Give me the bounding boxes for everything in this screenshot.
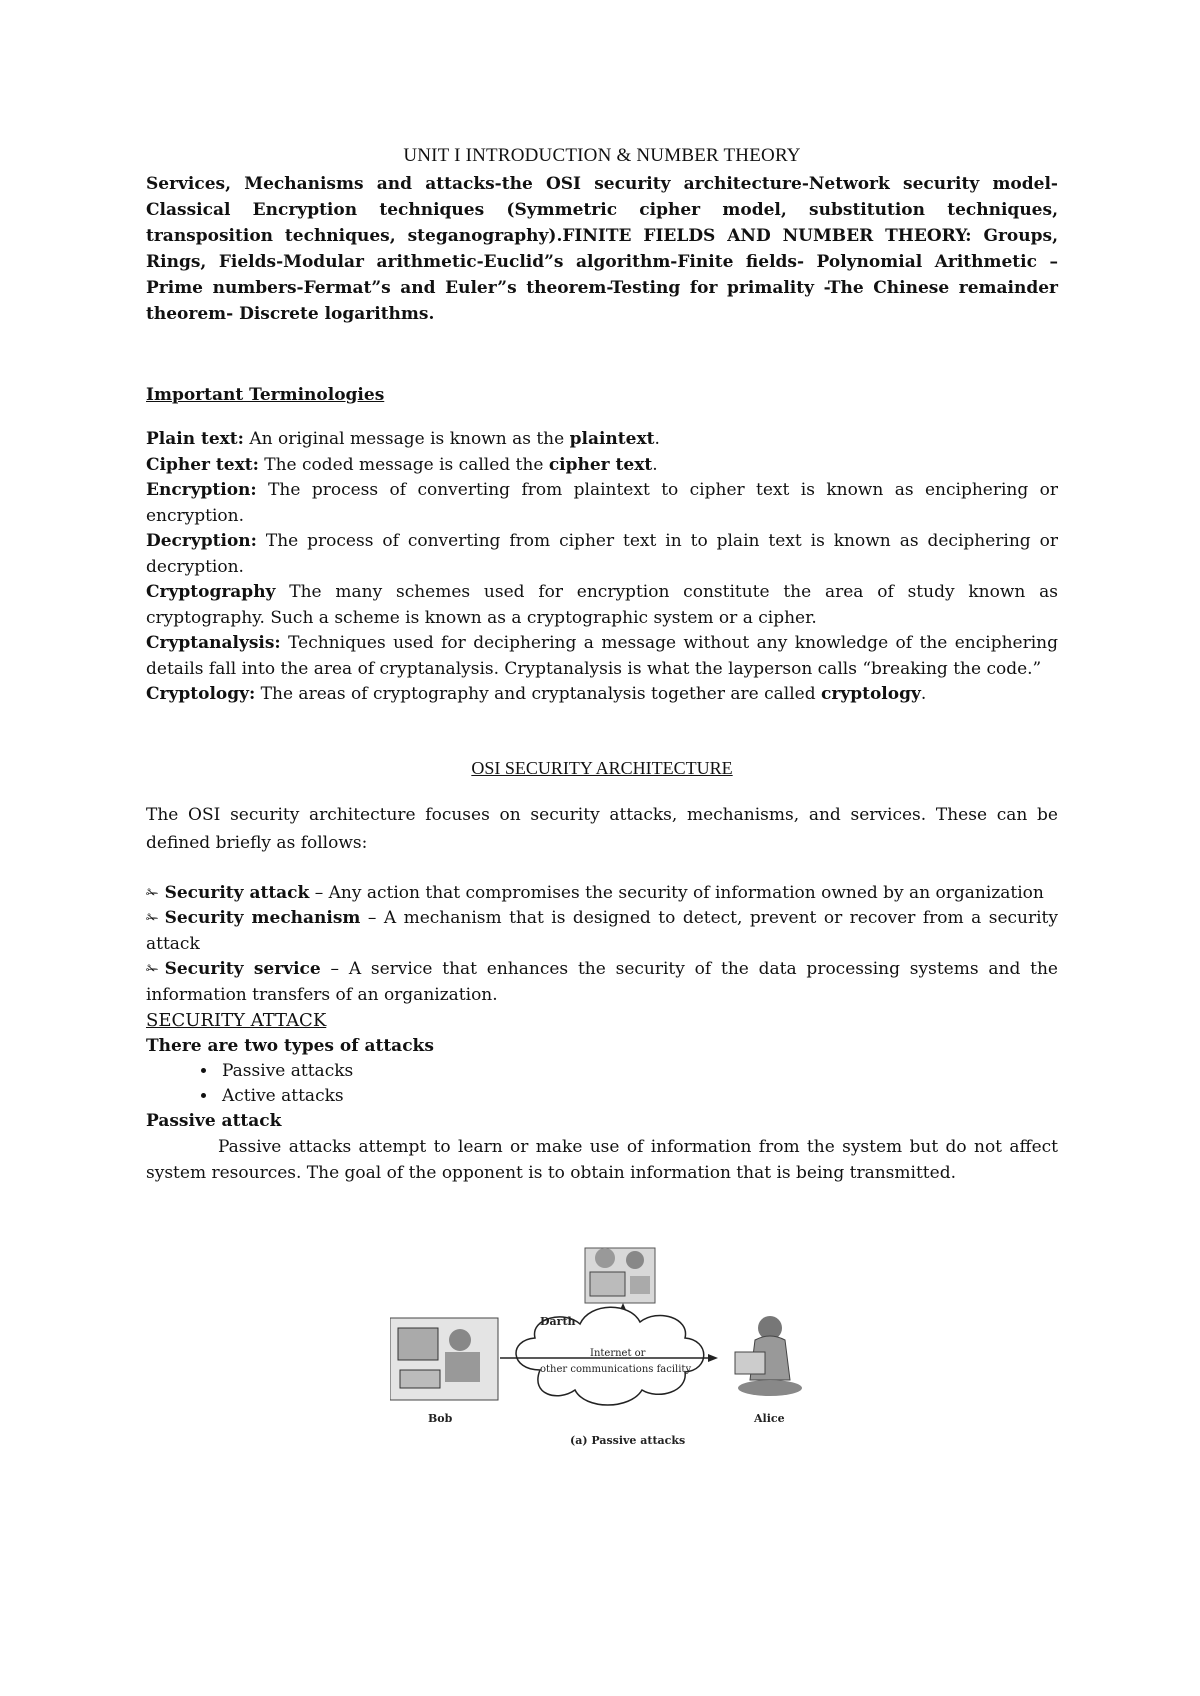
term-label: Decryption:: [146, 531, 257, 551]
darth-label: Darth: [540, 1315, 576, 1328]
term-suffix: .: [920, 684, 927, 704]
osi-item-desc: – A service that enhances the security of the data processing systems and the information transfers of an organization.: [146, 959, 1058, 1005]
term-label: Encryption:: [146, 480, 257, 500]
osi-item-term: Security mechanism: [164, 908, 361, 928]
term-bold: plaintext: [569, 429, 655, 449]
passive-attack-text: Passive attacks attempt to learn or make use of information from the system but do not affect system resources. The goal of the opponent is to obtain information that is being transmitted.: [146, 1137, 1058, 1183]
osi-item-desc: – A mechanism that is designed to detect, prevent or recover from a security attack: [146, 908, 1058, 954]
alice-illustration: [735, 1316, 802, 1396]
syllabus-paragraph: Services, Mechanisms and attacks-the OSI security architecture-Network security model-Classical Encryption techniques (Symmetric cipher model, substitution techniques, transposition techniques, steganography).FINITE FIELDS AND NUMBER THEORY: Groups, Rings, Fields-Modular arithmetic-Euclid”s algorithm-Finite fields- Polynomial Arithmetic – Prime numbers-Fermat”s and Euler”s theorem-Testing for primality -The Chinese remainder theorem- Discrete logarithms.: [146, 174, 1058, 324]
osi-intro: The OSI security architecture focuses on security attacks, mechanisms, and services. These can be defined briefly as follows:: [146, 804, 1058, 853]
osi-item-desc: – Any action that compromises the security of information owned by an organization: [309, 882, 1044, 903]
term-entry: [146, 478, 1058, 529]
osi-list: [146, 881, 1058, 1009]
list-item: • Active attacks: [218, 1084, 1058, 1109]
osi-item: [146, 906, 1058, 957]
osi-item: [146, 957, 1058, 1008]
security-attack-heading: SECURITY ATTACK: [146, 1010, 327, 1031]
term-label: Cipher text:: [146, 454, 259, 475]
cloud-label-line2: other communications facility: [540, 1364, 692, 1375]
term-suffix: .: [654, 429, 660, 449]
terminologies-heading: Important Terminologies: [146, 385, 385, 405]
term-label: Cryptography: [146, 582, 276, 602]
term-entry: [146, 682, 1058, 708]
darth-illustration: [585, 1248, 655, 1303]
term-definition: The process of converting from cipher text in to plain text is known as deciphering or decryption.: [146, 531, 1058, 577]
term-label: Cryptanalysis:: [146, 633, 281, 653]
term-label: Plain text:: [146, 429, 244, 449]
scissors-icon: ✁: [146, 883, 159, 902]
bob-illustration: [390, 1318, 498, 1400]
term-definition: An original message is known as the: [243, 429, 570, 449]
bob-label: Bob: [428, 1412, 453, 1425]
attack-types-list: [146, 1059, 1058, 1109]
list-item: • Passive attacks: [218, 1059, 1058, 1084]
scissors-icon: ✁: [146, 909, 159, 927]
term-entry: [146, 631, 1058, 682]
attack-types-heading: There are two types of attacks: [146, 1036, 434, 1056]
term-label: Cryptology:: [146, 684, 256, 704]
osi-item-term: Security attack: [164, 882, 310, 903]
term-definition: The process of converting from plaintext to cipher text is known as enciphering or encryption.: [146, 480, 1058, 526]
passive-attack-diagram: [390, 1240, 840, 1510]
term-bold: cipher text: [548, 454, 653, 475]
figure-caption: (a) Passive attacks: [570, 1434, 686, 1447]
term-entry: [146, 529, 1058, 580]
term-entry: [146, 580, 1058, 631]
document-page: [146, 145, 1058, 1186]
term-entry: [146, 427, 1058, 453]
cloud-label-line1: Internet or: [590, 1348, 646, 1359]
transmission-arrowhead: [708, 1354, 718, 1362]
term-entry: [146, 453, 1058, 479]
term-definition: Techniques used for deciphering a message without any knowledge of the enciphering details fall into the area of cryptanalysis. Cryptanalysis is what the layperson calls “breaking the code.”: [146, 633, 1058, 679]
passive-attack-figure: [390, 1240, 840, 1510]
term-suffix: .: [652, 454, 658, 475]
osi-heading: OSI SECURITY ARCHITECTURE: [471, 757, 733, 778]
term-definition: The many schemes used for encryption constitute the area of study known as cryptography. Such a scheme is known as a cryptographic system or a cipher.: [146, 582, 1058, 628]
term-definition: The areas of cryptography and cryptanalysis together are called: [255, 684, 822, 704]
unit-title: UNIT I INTRODUCTION & NUMBER THEORY: [403, 145, 801, 166]
alice-label: Alice: [754, 1412, 785, 1425]
scissors-icon: ✁: [146, 960, 159, 978]
term-bold: cryptology: [821, 684, 921, 704]
terminologies-list: [146, 427, 1058, 708]
osi-item-term: Security service: [164, 959, 321, 979]
passive-attack-heading: Passive attack: [146, 1111, 282, 1131]
term-definition: The coded message is called the: [258, 454, 549, 475]
osi-item: [146, 881, 1058, 907]
